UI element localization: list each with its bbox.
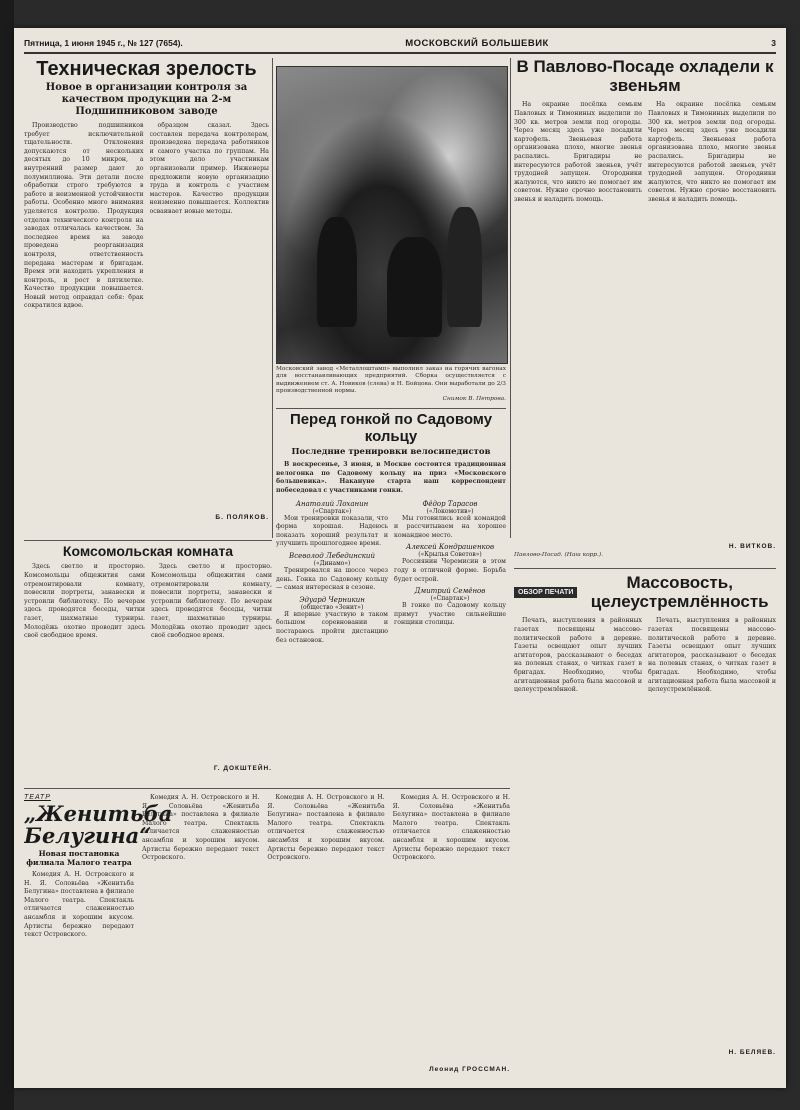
article-komsomol-room bbox=[24, 544, 272, 784]
binding-edge bbox=[0, 0, 14, 1110]
quote-text: В гонке по Садовому кольцу примут участие сильнейшие гонщики столицы. bbox=[394, 602, 506, 627]
article-body: Комедия А. Н. Островского и Н. Я. Соловьёва «Женитьба Белугина» поставлена в филиале Малого театра. Спектакль отличается слаженностью ансамбля и хорошим вкусом. Артисты бережно передают текст Островского. bbox=[24, 871, 134, 939]
photo-caption-block bbox=[276, 366, 506, 404]
article-body-continued: образцом сказал. Здесь составлен передача контролерам, произведена передача работников и самого участка по группам. На этом дело участникам организовали пример. Инженеры предложили новую организацию труда и контроль с участием мастеров. Качество продукции неизменно повышается. Коллектив осваивает новые методы. bbox=[149, 122, 269, 215]
article-intro: В воскресенье, 3 июня, в Москве состоится традиционная велогонка по Садовому кольцу на приз «Московского большевика». Накануне старта наш корреспондент побеседовал с участниками гонки. bbox=[276, 461, 506, 494]
article-technical-maturity bbox=[24, 58, 269, 538]
article-body-continued-3: Комедия А. Н. Островского и Н. Я. Соловьёва «Женитьба Белугина» поставлена в филиале Малого театра. Спектакль отличается слаженностью ансамбля и хорошим вкусом. Артисты бережно передают текст Островского. bbox=[392, 794, 510, 862]
article-signature: Н. ВИТКОВ. bbox=[728, 543, 776, 551]
article-title: Перед гонкой по Садовому кольцу bbox=[289, 412, 493, 445]
page-number: 3 bbox=[771, 38, 776, 48]
article-sadovoe-ring bbox=[276, 412, 506, 782]
masthead bbox=[24, 34, 776, 54]
quote-item bbox=[394, 587, 506, 628]
quotes-list bbox=[276, 500, 506, 646]
article-body: Здесь светло и просторно. Комсомольцы общежития сами отремонтировали комнату, повесили портреты, занавески и устроили библиотеку. По вечерам здесь проводятся беседы, читки газет, шахматные турниры. Молодёжь охотно проводит здесь своё свободное время. bbox=[24, 563, 145, 640]
article-body: Печать, выступления в районных газетах посвящены массово-политической работе в деревне. Газеты освещают опыт лучших агитаторов, рассказывают о беседах на полевых станах, о читках газет в бригадах. Необходимо, чтобы агитационная работа была массовой и целеустремлённой. bbox=[514, 617, 642, 694]
article-pavlovo-posad bbox=[514, 58, 776, 566]
quote-name: Эдуард Черникин bbox=[299, 595, 365, 604]
quote-club: («Локомотив») bbox=[426, 507, 474, 515]
quote-club: («Спартак») bbox=[430, 595, 470, 603]
quote-club: («Крылья Советов») bbox=[418, 551, 482, 559]
newspaper-page bbox=[14, 28, 786, 1088]
article-body-continued: Комедия А. Н. Островского и Н. Я. Соловьёва «Женитьба Белугина» поставлена в филиале Малого театра. Спектакль отличается слаженностью ансамбля и хорошим вкусом. Артисты бережно передают текст Островского. bbox=[142, 794, 260, 862]
article-title: „Женитьба Белугина“ bbox=[24, 801, 173, 849]
article-body: На окраине посёлка семьям Павловых и Тимониных выделили по 300 кв. метров земли под огороды. Через месяц здесь уже посадили картофель. Звеньевая работа организована плохо, многие звенья распались. Бригадиры не интересуются работой звеньев, учёт трудодней запущен. Огородники жалуются, что никто не помогает им советом. Нужно срочно восстановить звенья и наладить помощь. bbox=[514, 101, 642, 203]
article-body-continued: Здесь светло и просторно. Комсомольцы общежития сами отремонтировали комнату, повесили портреты, занавески и устроили библиотеку. По вечерам здесь проводятся беседы, читки газет, шахматные турниры. Молодёжь охотно проводит здесь своё свободное время. bbox=[151, 563, 272, 640]
photo-credit: Снимок В. Петрова. bbox=[442, 395, 506, 402]
article-belugin bbox=[24, 794, 510, 1080]
article-body-continued: Печать, выступления в районных газетах посвящены массово-политической работе в деревне. Газеты освещают опыт лучших агитаторов, рассказывают о беседах на полевых станах, о читках газет в бригадах. Необходимо, чтобы агитационная работа была массовой и целеустремлённой. bbox=[648, 617, 776, 694]
article-title: Комсомольская комната bbox=[62, 544, 234, 559]
quote-item bbox=[276, 500, 388, 549]
quote-item bbox=[394, 543, 506, 584]
section-label: ТЕАТР bbox=[24, 794, 51, 801]
quote-item bbox=[394, 500, 506, 541]
quote-club: («Спартак») bbox=[312, 507, 352, 515]
quote-club: («Динамо») bbox=[313, 559, 351, 567]
quote-text: Мои тренировки показали, что форма хорошая. Надеюсь показать хороший результат и улучшить прошлогоднее время. bbox=[276, 514, 388, 548]
article-signature: Н. БЕЛЯЕВ. bbox=[728, 1049, 776, 1057]
quote-text: Я впервые участвую в таком большом соревновании и постараюсь пройти дистанцию без остановок. bbox=[276, 610, 388, 644]
quote-text: Тренировался на шоссе через день. Гонка по Садовому кольцу — самая интересная в сезоне. bbox=[276, 566, 388, 592]
quote-name: Фёдор Тарасов bbox=[422, 499, 478, 508]
article-signature: Г. ДОКШТЕЙН. bbox=[213, 765, 272, 773]
article-title: Техническая зрелость bbox=[36, 58, 257, 80]
article-subtitle: Новое в организации контроля за качеством продукции на 2-м Подшипниковом заводе bbox=[45, 82, 248, 117]
article-press-review bbox=[514, 574, 776, 1074]
article-signature: Б. ПОЛЯКОВ. bbox=[215, 514, 269, 521]
article-body: Производство подшипников требует исключительной тщательности. Отклонения допускаются от нескольких десятых до 10 микрон, а внутренний размер дают до полумиллиона. Эти детали после обработки строго требуются в работе и неизменной устойчивости работы. Особенно много внимания уделяется контролю. Продукция отделов технического контроля на заводах отличалась качеством. За последнее время на заводе проведена реорганизация контроля, ответственность передана мастерам и бригадам. Время эти находить укрепления и контроль, и рост в пятилетке. Качество продукции повышается. Новый метод оправдал себя: брак сократился вдвое. bbox=[24, 122, 144, 310]
article-location: Павлово-Посад. (Наш корр.). bbox=[514, 552, 603, 559]
quote-text: Россиянин Черемисин в этом году в отличной форме. Борьба будет острой. bbox=[394, 558, 506, 583]
quote-item bbox=[276, 596, 388, 645]
quote-club: (общество «Зенит») bbox=[300, 603, 364, 611]
quote-name: Всеволод Лебединский bbox=[289, 551, 375, 560]
article-signature: Леонид ГРОССМАН. bbox=[429, 1066, 510, 1073]
article-title: Массовость, целеустремлённость bbox=[590, 574, 769, 611]
photo-caption: Московский завод «Металлоштамп» выполнил заказ на горячих вагонах для восстанавливающих предприятий. Сборка осуществляется с выдвижением ст. А. Новиков (слева) и Н. Бойцова. Они выработали до 2/3 производственной нормы. bbox=[276, 366, 506, 395]
quote-item bbox=[276, 552, 388, 593]
quote-name: Алексей Кондрашенков bbox=[405, 543, 495, 552]
article-title: В Павлово-Посаде охладели к звеньям bbox=[516, 58, 774, 95]
quote-name: Анатолий Лоханин bbox=[295, 499, 369, 508]
article-body-continued: На окраине посёлка семьям Павловых и Тимониных выделили по 300 кв. метров земли под огороды. Через месяц здесь уже посадили картофель. Звеньевая работа организована плохо, многие звенья распались. Бригадиры не интересуются работой звеньев, учёт трудодней запущен. Огородники жалуются, что никто не помогает им советом. Нужно срочно восстановить звенья и наладить помощь. bbox=[648, 101, 776, 203]
paper-name: МОСКОВСКИЙ БОЛЬШЕВИК bbox=[405, 37, 549, 49]
section-tag: ОБЗОР ПЕЧАТИ bbox=[514, 587, 577, 598]
quote-name: Дмитрий Семёнов bbox=[414, 587, 486, 596]
article-body-continued-2: Комедия А. Н. Островского и Н. Я. Соловьёва «Женитьба Белугина» поставлена в филиале Малого театра. Спектакль отличается слаженностью ансамбля и хорошим вкусом. Артисты бережно передают текст Островского. bbox=[267, 794, 385, 862]
issue-date: Пятница, 1 июня 1945 г., № 127 (7654). bbox=[24, 38, 183, 48]
photo-workers bbox=[276, 66, 508, 364]
quote-text: Мы готовились всей командой и рассчитываем на хорошее командное место. bbox=[394, 514, 506, 539]
article-subtitle: Новая постановка филиала Малого театра bbox=[26, 849, 132, 868]
article-subtitle: Последние тренировки велосипедистов bbox=[291, 447, 491, 457]
